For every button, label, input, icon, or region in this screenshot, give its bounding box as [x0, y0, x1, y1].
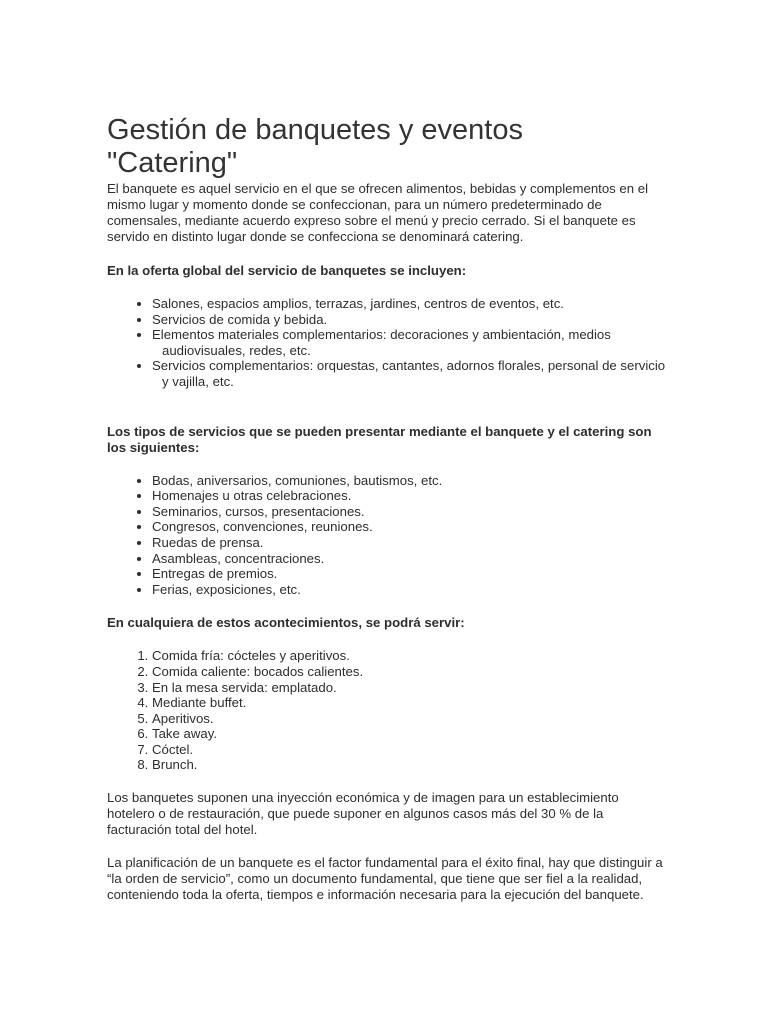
serve-list-item: 5. Aperitivos. [152, 711, 667, 727]
title-line-2: "Catering" [107, 147, 238, 179]
types-list-item: • Bodas, aniversarios, comuniones, bautismos, etc. [152, 473, 667, 489]
types-heading: Los tipos de servicios que se pueden presentar mediante el banquete y el catering son los siguientes: [107, 423, 652, 455]
injection-paragraph: Los banquetes suponen una inyección económica y de imagen para un establecimiento hotelero o de restauración, que puede suponer en algunos casos más del 30 % de la facturación total del hotel. [107, 790, 619, 838]
types-list-item: • Homenajes u otras celebraciones. [152, 488, 667, 504]
serve-list [107, 648, 667, 773]
types-list-item: • Entregas de premios. [152, 566, 667, 582]
planning-paragraph: La planificación de un banquete es el factor fundamental para el éxito final, hay que distinguir a “la orden de servicio”, como un documento fundamental, que tiene que ser fiel a la realidad, conteniendo toda la oferta, tiempos e información necesaria para la ejecución del banquete. [107, 855, 663, 903]
offer-list-item: • Salones, espacios amplios, terrazas, jardines, centros de eventos, etc. [152, 296, 667, 312]
serve-list-item: 2. Comida caliente: bocados calientes. [152, 664, 667, 680]
serve-list-item: 8. Brunch. [152, 757, 667, 773]
offer-heading: En la oferta global del servicio de banquetes se incluyen: [107, 263, 467, 278]
document-page [107, 114, 667, 903]
offer-list-item: • Servicios de comida y bebida. [152, 312, 667, 328]
types-list-item: • Ferias, exposiciones, etc. [152, 582, 667, 598]
offer-list-item: • Servicios complementarios: orquestas, cantantes, adornos florales, personal de servicio y vajilla, etc. [152, 358, 667, 389]
title-line-1: Gestión de banquetes y eventos [107, 114, 523, 146]
serve-list-item: 7. Cóctel. [152, 742, 667, 758]
serve-list-item: 3. En la mesa servida: emplatado. [152, 680, 667, 696]
document-title [107, 114, 667, 180]
types-list-item: • Ruedas de prensa. [152, 535, 667, 551]
types-list-item: • Asambleas, concentraciones. [152, 551, 667, 567]
offer-list-item: • Elementos materiales complementarios: decoraciones y ambientación, medios audiovisuales, redes, etc. [152, 327, 667, 358]
serve-list-item: 6. Take away. [152, 726, 667, 742]
types-list [107, 473, 667, 598]
offer-list [107, 296, 667, 390]
intro-paragraph: El banquete es aquel servicio en el que se ofrecen alimentos, bebidas y complementos en el mismo lugar y momento donde se confeccionan, para un número predeterminado de comensales, mediante acuerdo expreso sobre el menú y precio cerrado. Si el banquete es servido en distinto lugar donde se confecciona se denominará catering. [107, 181, 649, 244]
types-list-item: • Congresos, convenciones, reuniones. [152, 519, 667, 535]
serve-list-item: 1. Comida fría: cócteles y aperitivos. [152, 648, 667, 664]
serve-list-item: 4. Mediante buffet. [152, 695, 667, 711]
serve-heading: En cualquiera de estos acontecimientos, se podrá servir: [107, 615, 465, 631]
types-list-item: • Seminarios, cursos, presentaciones. [152, 504, 667, 520]
